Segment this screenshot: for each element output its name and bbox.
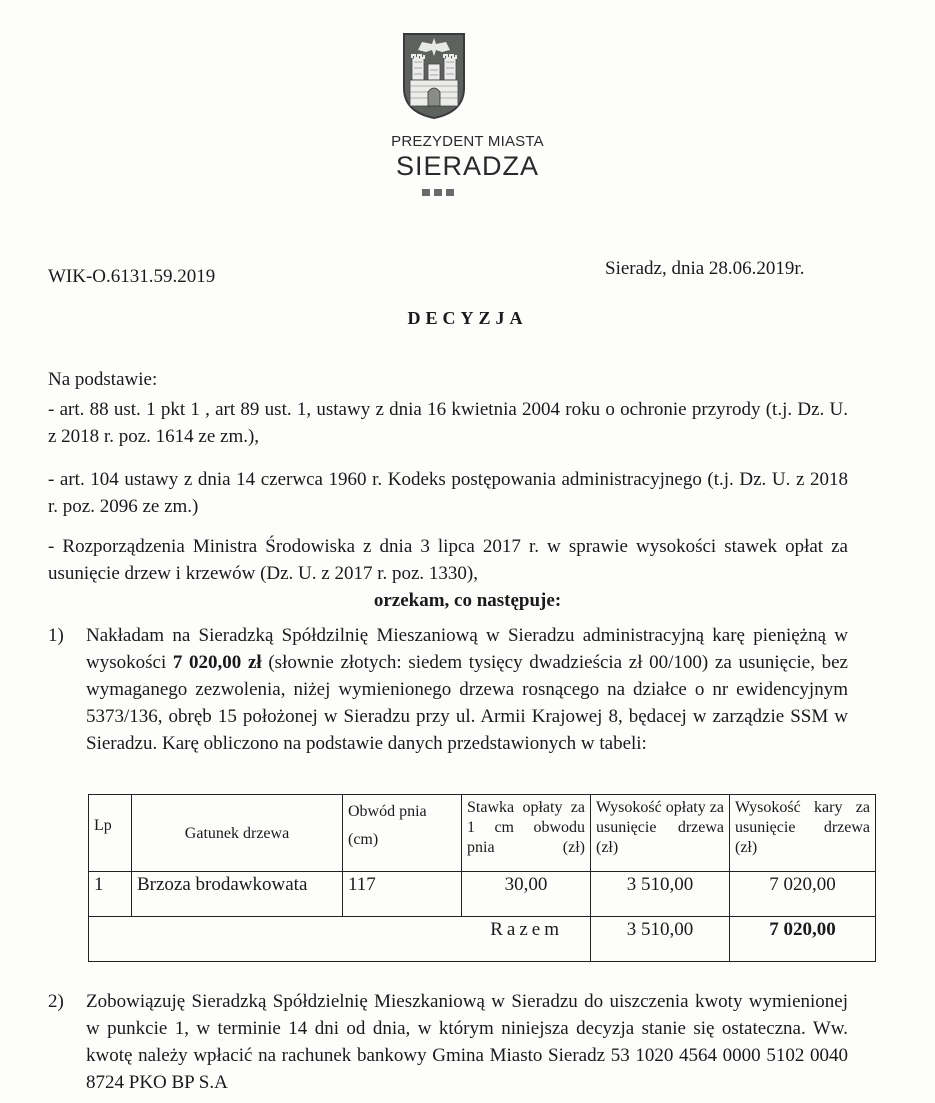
cell-rate: 30,00 [462, 872, 591, 917]
basis-item: - Rozporządzenia Ministra Środowiska z dnia 3 lipca 2017 r. w sprawie wysokości stawek opłat za usunięcie drzew i krzewów (Dz. U. z 2017 r. poz. 1330), [48, 536, 848, 584]
point-text [86, 622, 848, 757]
total-label: Razem [490, 919, 563, 940]
header-fee: Wysokość opłaty za usunięcie drzewa (zł) [591, 795, 730, 872]
point-text-part: (słownie złotych: siedem tysięcy dwadzieścia zł 00/100) za usunięcie, bez wymaganego zezwolenia, niżej wymienionego drzewa rosnącego na działce o nr ewidencyjnym 5373/136, obręb 15 położonej w Sieradzu przy ul. Armii Krajowej 8, będacej w zarządzie SSM w Sieradzu. Karę obliczono na podstawie danych przedstawionych w tabeli: [86, 652, 848, 754]
basis-heading: Na podstawie: [48, 369, 158, 390]
basis-item: - art. 104 ustawy z dnia 14 czerwca 1960 r. Kodeks postępowania administracyjnego (t.j. Dz. U. z 2018 r. poz. 2096 ze zm.) [48, 469, 848, 517]
cell-species: Brzoza brodawkowata [132, 872, 343, 917]
cell-penalty: 7 020,00 [730, 872, 876, 917]
point-text-part: Nakładam na Sieradzką Spółdzilnię Mieszaniową w Sieradzu administracyjną karę pieniężną w wysokości [86, 625, 848, 673]
header-species [132, 795, 343, 872]
ruling-point-2 [48, 988, 848, 1096]
total-penalty: 7 020,00 [730, 917, 876, 962]
total-label-cell [89, 917, 591, 962]
point-number: 1) [48, 625, 64, 646]
header-circumference [343, 795, 462, 872]
point-number: 2) [48, 991, 64, 1012]
table-row [89, 872, 876, 917]
header-penalty: Wysokość kary za usunięcie drzewa (zł) [730, 795, 876, 872]
header-label: Obwód pnia (cm) [348, 803, 427, 848]
ruling-point-1 [48, 622, 848, 757]
place-date: Sieradz, dnia 28.06.2019r. [605, 258, 805, 279]
header-label: Lp [94, 817, 112, 834]
ruling-heading: orzekam, co następuje: [373, 590, 562, 611]
penalty-amount: 7 020,00 zł [172, 652, 262, 673]
cell-circumference: 117 [343, 872, 462, 917]
basis-item: - art. 88 ust. 1 pkt 1 , art 89 ust. 1, ustawy z dnia 16 kwietnia 2004 roku o ochronie przyrody (t.j. Dz. U. z 2018 r. poz. 1614 ze zm.), [48, 399, 848, 447]
cell-lp: 1 [89, 872, 132, 917]
header-rate: Stawka opłaty za 1 cm obwodu pnia (zł) [462, 795, 591, 872]
point-text: Zobowiązuję Sieradzką Spółdzielnię Mieszkaniową w Sieradzu do uiszczenia kwoty wymienionej w punkcie 1, w terminie 14 dni od dnia, w którym niniejsza decyzja stanie się ostateczna. Ww. kwotę należy wpłacić na rachunek bankowy Gmina Miasto Sieradz 53 1020 4564 0000 5102 0040 8724 PKO BP S.A [86, 991, 848, 1093]
coat-of-arms-icon [402, 32, 466, 120]
document-title: DECYZJA [407, 308, 528, 328]
header-lp [89, 795, 132, 872]
header-label: Gatunek drzewa [184, 825, 290, 842]
decorative-squares-icon [422, 189, 454, 196]
fee-table [88, 794, 876, 962]
issuer-title: PREZYDENT MIASTA [391, 133, 544, 150]
cell-fee: 3 510,00 [591, 872, 730, 917]
table-header-row [89, 795, 876, 872]
reference-number: WIK-O.6131.59.2019 [48, 266, 216, 287]
table-total-row [89, 917, 876, 962]
issuer-city: SIERADZA [395, 151, 540, 181]
total-fee: 3 510,00 [591, 917, 730, 962]
